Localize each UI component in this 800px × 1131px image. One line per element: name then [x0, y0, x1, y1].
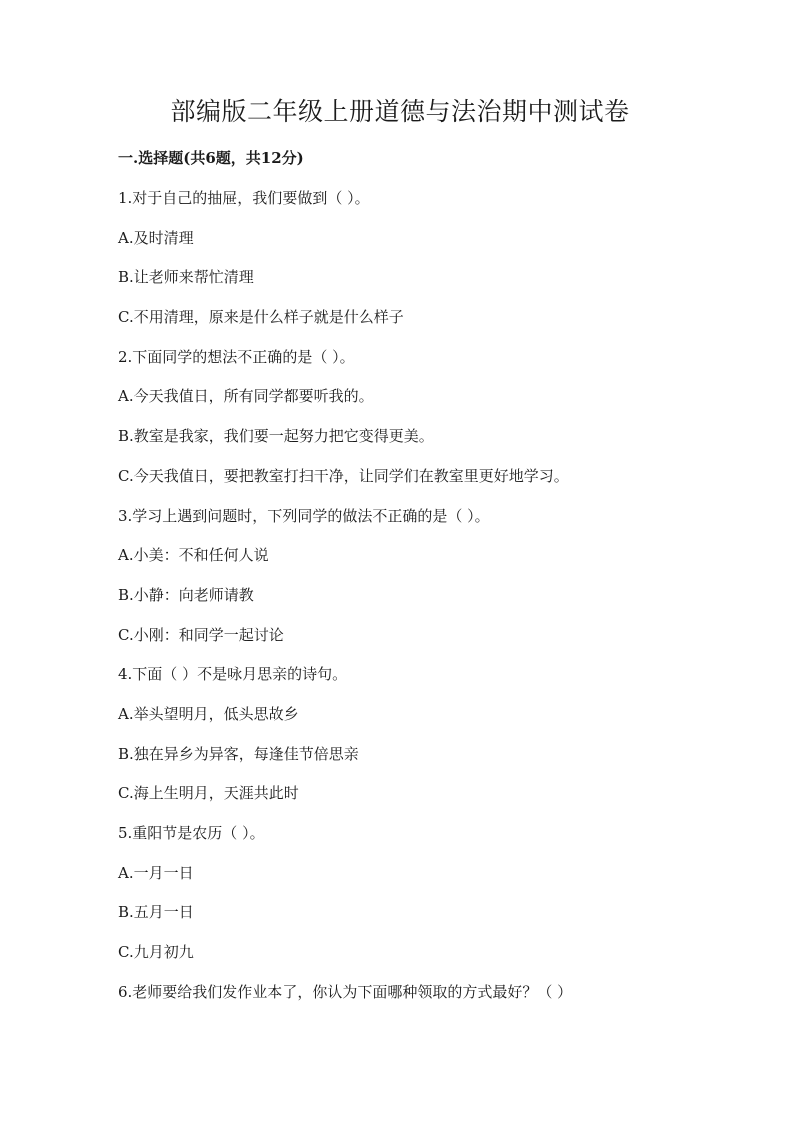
question-3-option-a: A.小美：不和任何人说 — [118, 546, 269, 565]
question-5-option-b: B.五月一日 — [118, 903, 194, 922]
question-2-option-c: C.今天我值日，要把教室打扫干净，让同学们在教室里更好地学习。 — [118, 466, 569, 485]
question-list — [118, 186, 758, 1019]
question-4-option-b: B.独在异乡为异客，每逢佳节倍思亲 — [118, 744, 359, 763]
question-3-option-b: B.小静：向老师请教 — [118, 585, 254, 604]
question-4-option-c: C.海上生明月，天涯共此时 — [118, 784, 299, 803]
question-3-stem: 3.学习上遇到问题时，下列同学的做法不正确的是（ ）。 — [118, 506, 490, 525]
question-2-option-b: B.教室是我家，我们要一起努力把它变得更美。 — [118, 427, 434, 446]
question-1-option-c: C.不用清理，原来是什么样子就是什么样子 — [118, 308, 404, 327]
question-4-option-a: A.举头望明月，低头思故乡 — [118, 704, 299, 723]
question-1-option-a: A.及时清理 — [118, 228, 194, 247]
question-4-stem: 4.下面（ ）不是咏月思亲的诗句。 — [118, 665, 348, 684]
question-5-option-a: A.一月一日 — [118, 863, 194, 882]
question-5-option-c: C.九月初九 — [118, 943, 194, 962]
question-6-stem: 6.老师要给我们发作业本了，你认为下面哪种领取的方式最好？（ ） — [118, 982, 573, 1001]
question-2-stem: 2.下面同学的想法不正确的是（ ）。 — [118, 347, 355, 366]
question-3-option-c: C.小刚：和同学一起讨论 — [118, 625, 284, 644]
question-1-stem: 1.对于自己的抽屉，我们要做到（ ）。 — [118, 189, 370, 207]
question-1-option-b: B.让老师来帮忙清理 — [118, 268, 254, 287]
question-5-stem: 5.重阳节是农历（ ）。 — [118, 824, 265, 842]
page-title: 部编版二年级上册道德与法治期中测试卷 — [170, 97, 630, 126]
question-2-option-a: A.今天我值日，所有同学都要听我的。 — [118, 387, 374, 406]
section-heading: 一.选择题(共6题，共12分) — [118, 149, 304, 167]
